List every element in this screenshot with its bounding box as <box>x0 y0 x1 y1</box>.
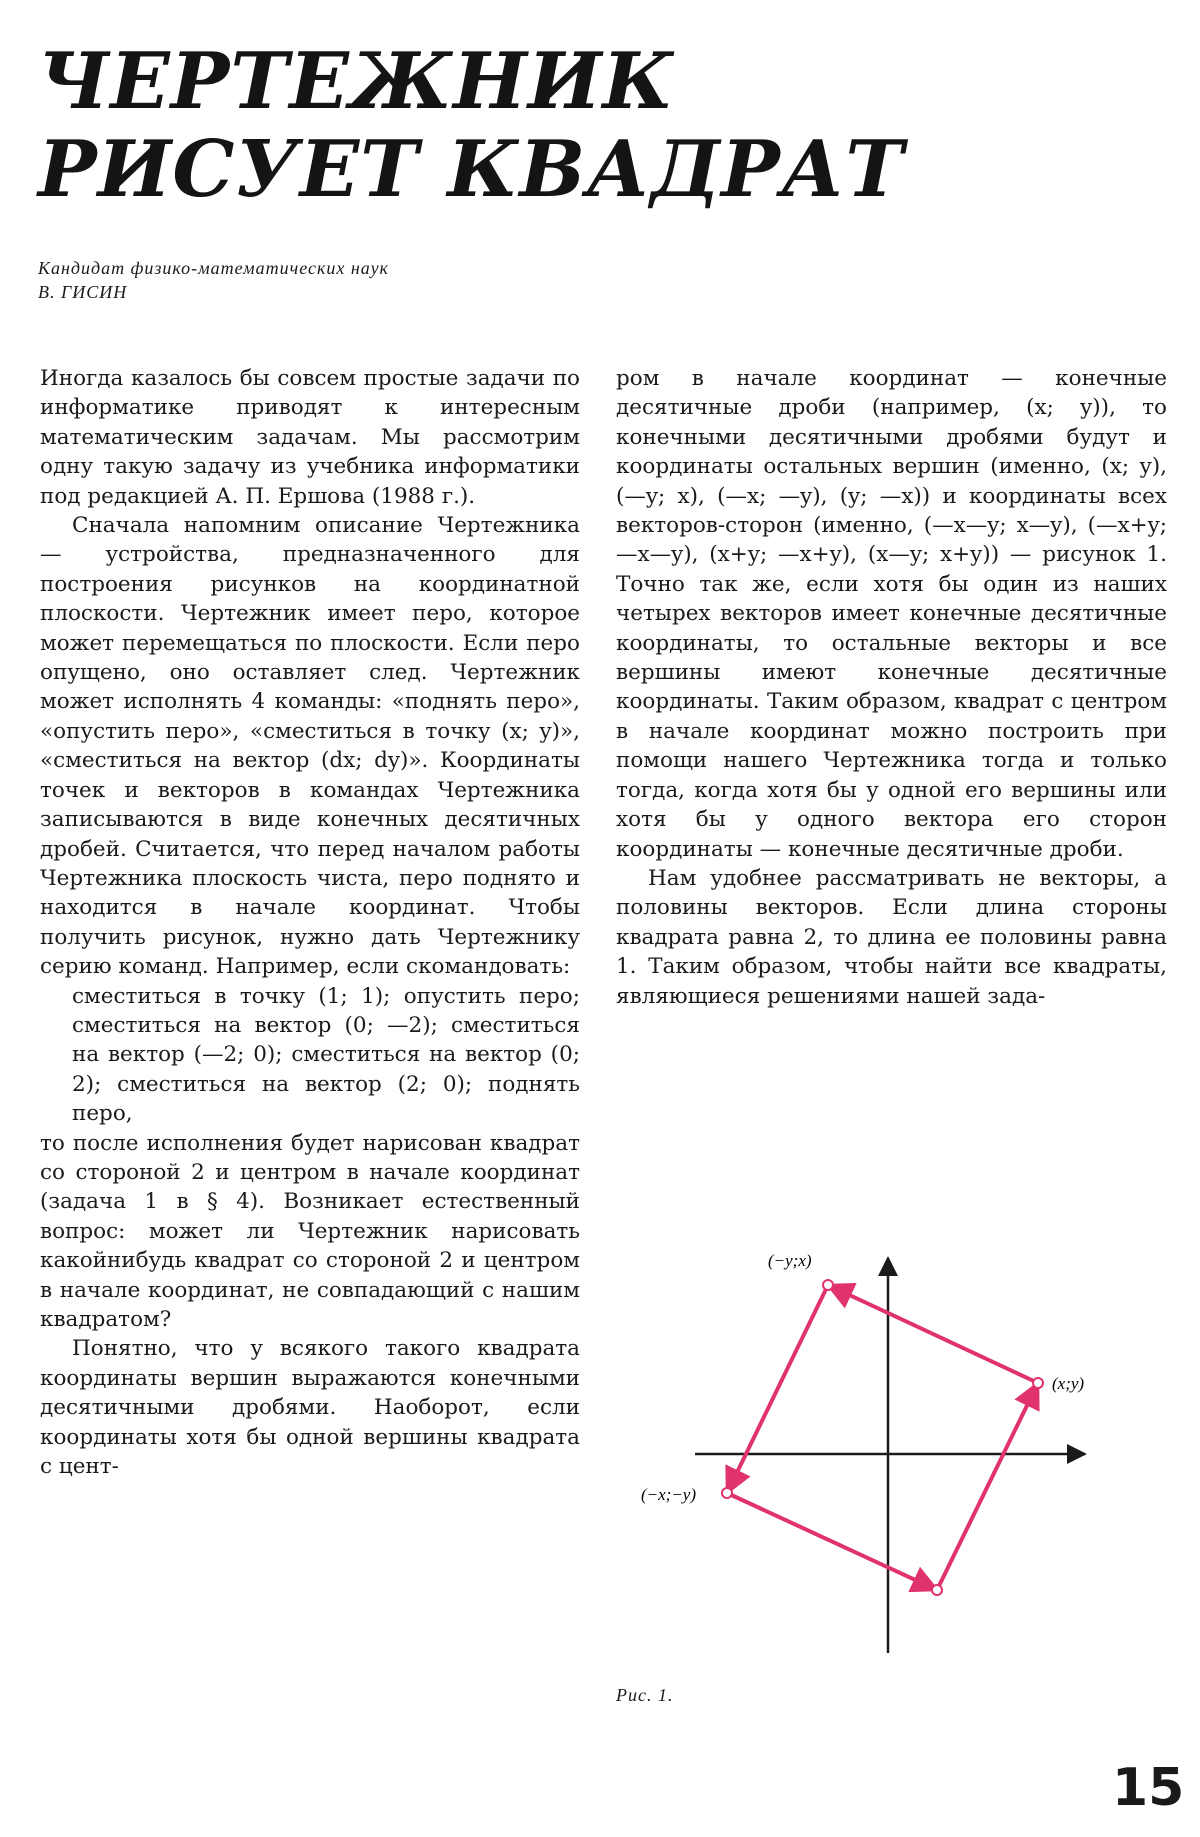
side-vector-top <box>828 1285 1038 1383</box>
label-vertex-left: (−x;−y) <box>641 1485 697 1504</box>
paragraph-description: Сначала напомним описание Чертежника — устройства, предназначенного для построения рисунков на координатной плоскости. Чертежник имеет перо, которое может перемещаться по плоскости. Если перо опущено, оно оставляет след. Чертежник может исполнять 4 команды: «поднять перо», «опустить перо», «сместиться в точку (x; y)», «сместиться на вектор (dx; dy)». Координаты точек и векторов в командах Чертежника записываются в виде конечных десятичных дробей. Считается, что перед началом работы Чертежника плоскость чиста, перо поднято и находится в начале координат. Чтобы получить рисунок, нужно дать Чертежнику серию команд. Например, если скомандовать: <box>40 513 580 980</box>
left-column <box>40 364 580 1481</box>
side-vector-right <box>937 1383 1038 1590</box>
author-name: В. ГИСИН <box>38 282 128 302</box>
paragraph-half-vectors: Нам удобнее рассматривать не векторы, а половины векторов. Если длина стороны квадрата равна 2, то длина ее половины равна 1. Таким образом, чтобы найти все квадраты, являющиеся решениями нашей зада- <box>616 865 1167 1009</box>
article-title <box>38 38 1158 214</box>
command-sequence: сместиться в точку (1; 1); опустить перо; сместиться на вектор (0; —2); сместиться на вектор (—2; 0); сместиться на вектор (0; 2); сместиться на вектор (2; 0); поднять перо, <box>72 983 580 1127</box>
paragraph-observation: Понятно, что у всякого такого квадрата координаты вершин выражаются конечными десятичными дробями. Наоборот, если координаты хотя бы одной вершины квадрата с цент- <box>40 1336 580 1480</box>
vertex-right <box>1033 1378 1043 1388</box>
vertex-bottom <box>932 1585 942 1595</box>
label-vertex-right: (x;y) <box>1052 1374 1085 1393</box>
square-diagram-svg <box>630 1248 1100 1668</box>
side-vector-bottom <box>727 1493 937 1590</box>
vertex-left <box>722 1488 732 1498</box>
right-column <box>616 364 1167 1011</box>
label-vertex-top: (−y;x) <box>768 1251 812 1270</box>
author-block <box>38 256 838 304</box>
title-line-1: ЧЕРТЕЖНИК <box>38 36 675 127</box>
paragraph-vertices: ром в начале координат — конечные десятичные дроби (например, (x; y)), то конечными десятичными дробями будут и координаты остальных вершин (именно, (x; y), (—y; x), (—x; —y), (y; —x)) и координаты всех векторов-сторон (именно, (—x—y; x—y), (—x+y; —x—y), (x+y; —x+y), (x—y; x+y)) — рисунок 1. Точно так же, если хотя бы один из наших четырех векторов имеет конечные десятичные координаты, то остальные векторы и все вершины имеют конечные десятичные координаты. Таким образом, квадрат с центром в начале координат можно построить при помощи нашего Чертежника тогда и только тогда, когда хотя бы у одной его вершины или хотя бы у одного вектора его сторон координаты — конечные десятичные дроби. <box>616 366 1167 862</box>
paragraph-intro: Иногда казалось бы совсем простые задачи по информатике приводят к интересным математическим задачам. Мы рассмотрим одну такую задачу из учебника информатики под редакцией А. П. Ершова (1988 г.). <box>40 366 580 509</box>
paragraph-question: то после исполнения будет нарисован квадрат со стороной 2 и центром в начале координат (задача 1 в § 4). Возникает естественный вопрос: может ли Чертежник нарисовать какойнибудь квадрат со стороной 2 и центром в начале координат, не совпадающий с нашим квадратом? <box>40 1130 580 1332</box>
title-line-2: РИСУЕТ КВАДРАТ <box>38 124 905 215</box>
side-vector-left <box>727 1285 828 1493</box>
figure-caption: Рис. 1. <box>616 1685 674 1705</box>
page-number: 15 <box>1112 1758 1185 1818</box>
vertex-top <box>823 1280 833 1290</box>
figure-square-diagram <box>630 1248 1100 1668</box>
author-degree: Кандидат физико-математических наук <box>38 258 389 278</box>
